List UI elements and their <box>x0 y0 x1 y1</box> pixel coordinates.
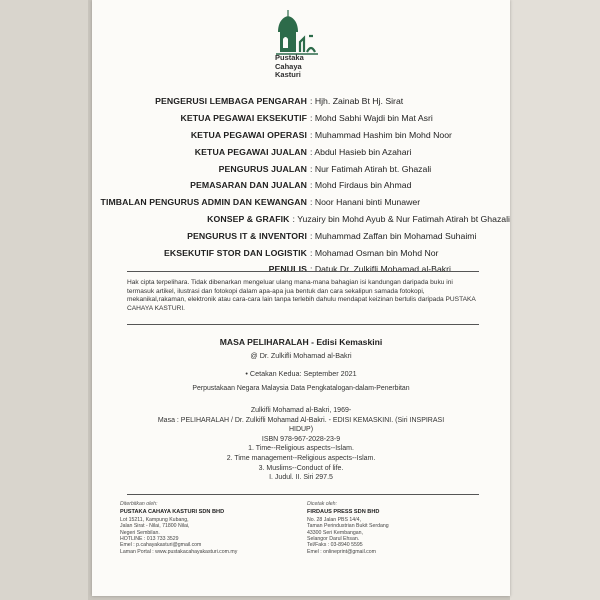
credit-row <box>92 194 510 211</box>
credit-name: : Mohd Firdaus bin Ahmad <box>310 180 412 191</box>
catalog-line: I. Judul. II. Siri 297.5 <box>269 474 333 482</box>
credit-name: : Noor Hanani binti Munawer <box>310 197 421 208</box>
staff-credits <box>92 93 510 278</box>
credit-row <box>92 227 510 244</box>
publisher-company: PUSTAKA CAHAYA KASTURI SDN BHD <box>120 509 225 516</box>
credit-row <box>92 160 510 177</box>
credit-row <box>92 261 510 278</box>
divider <box>127 494 479 495</box>
catalog-line: 3. Muslims--Conduct of life. <box>258 464 344 472</box>
catalog-line: Zulkifli Mohamad al-Bakri, 1969- <box>250 407 352 414</box>
publisher-hotline: HOTLINE : 013 733 3529 <box>120 536 179 543</box>
credit-row <box>92 211 510 228</box>
credit-role: EKSEKUTIF STOR DAN LOGISTIK <box>164 247 307 258</box>
credit-name: : Abdul Hasieb bin Azahari <box>310 146 412 157</box>
publisher-label: Diterbitkan oleh: <box>120 501 158 507</box>
credit-row <box>92 143 510 160</box>
publisher-email: Emel : p.cahayakasturi@gmail.com <box>120 542 202 549</box>
catalog-line: 1. Time--Religious aspects--Islam. <box>248 445 354 453</box>
credit-role: PENULIS <box>268 264 307 275</box>
catalog-line: HIDUP) <box>288 426 314 434</box>
credit-name: : Muhammad Hashim bin Mohd Noor <box>310 129 452 140</box>
publisher-address-line: Lot 15211, Kampung Kubang, <box>120 516 189 523</box>
wordmark-line: Kasturi <box>275 70 301 79</box>
printer-phone: Tel/Faks : 03-8940 5595 <box>307 542 363 549</box>
publisher-info <box>120 501 300 555</box>
credit-role: KETUA PEGAWAI EKSEKUTIF <box>180 113 307 124</box>
copyright-page <box>92 0 510 596</box>
catalog-line: ISBN 978-967-2028-23-9 <box>261 435 341 443</box>
credit-name: : Hjh. Zainab Bt Hj. Sirat <box>310 96 404 107</box>
copyright-notice: Hak cipta terpelihara. Tidak dibenarkan mengeluar ulang mana-mana bahagian isi kandungan daripada buku ini termasuk artikel, ilustrasi dan fotokopi dalam apa-apa jua bentuk dan cara sekalipun samada fotokopi, mekanikal,rakaman, elektronik atau cara-cara lain tanpa terlebih dahulu mendapat keizinan bertulis daripada PUSTAKA CAHAYA KASTURI. <box>127 279 476 313</box>
publisher-wordmark <box>275 54 327 80</box>
printer-address-line: Selangor Darul Ehsan. <box>307 536 360 543</box>
publisher-address-line: Negeri Sembilan. <box>120 529 160 536</box>
credit-name: : Mohamad Osman bin Mohd Nor <box>310 247 439 258</box>
credit-row <box>92 93 510 110</box>
wordmark-line: Cahaya <box>275 61 302 71</box>
credit-row <box>92 127 510 144</box>
publisher-portal: Laman Portal : www.pustakacahayakasturi.com.my <box>120 548 238 555</box>
cataloging-header: Perpustakaan Negara Malaysia Data Pengkatalogan-dalam-Penerbitan <box>192 385 410 392</box>
credit-name: : Nur Fatimah Atirah bt. Ghazali <box>310 163 432 174</box>
wordmark-line: Pustaka <box>275 53 304 62</box>
credit-row <box>92 110 510 127</box>
credit-name: : Muhammad Zaffan bin Mohamad Suhaimi <box>310 230 477 241</box>
background-edge <box>510 0 600 600</box>
printer-info <box>307 501 487 555</box>
author-line: @ Dr. Zulkifli Mohamad al-Bakri <box>250 351 352 360</box>
credit-name: : Yuzairy bin Mohd Ayub & Nur Fatimah Atirah bt Ghazali <box>292 213 510 224</box>
printer-address-line: No. 28 Jalan PBS 14/4, <box>307 516 361 523</box>
credit-role: KETUA PEGAWAI OPERASI <box>190 129 307 140</box>
credit-role: KETUA PEGAWAI JUALAN <box>194 146 307 157</box>
credit-name: : Mohd Sabhi Wajdi bin Mat Asri <box>310 113 433 124</box>
credit-role: PENGERUSI LEMBAGA PENGARAH <box>155 96 307 107</box>
credit-role: PEMASARAN DAN JUALAN <box>190 180 307 191</box>
printer-company: FIRDAUS PRESS SDN BHD <box>307 509 380 516</box>
divider <box>127 324 479 325</box>
publisher-address-line: Jalan Sirat - Nilai, 71800 Nilai, <box>120 523 190 530</box>
catalog-line: 2. Time management--Religious aspects--Islam. <box>226 454 376 462</box>
catalog-entry <box>92 406 510 483</box>
printer-label: Dicetak oleh: <box>307 501 337 507</box>
printer-address-line: Taman Perindustrian Bukit Serdang <box>307 523 389 530</box>
credit-name: : Datuk Dr. Zulkifli Mohamad al-Bakri <box>310 264 451 275</box>
printer-address-line: 43300 Seri Kembangan, <box>307 529 363 536</box>
book-title: MASA PELIHARALAH - Edisi Kemaskini <box>219 337 383 347</box>
credit-role: KONSEP & GRAFIK <box>207 213 290 224</box>
edition-line: • Cetakan Kedua: September 2021 <box>245 369 357 378</box>
credit-row <box>92 244 510 261</box>
credit-role: TIMBALAN PENGURUS ADMIN DAN KEWANGAN <box>100 197 307 208</box>
credit-role: PENGURUS IT & INVENTORI <box>187 230 307 241</box>
credit-row <box>92 177 510 194</box>
catalog-line: Masa : PELIHARALAH / Dr. Zulkifli Mohamad Al-Bakri. - EDISI KEMASKINI. (Siri INSPIRASI <box>157 416 445 424</box>
printer-email: Emel : onlineprint@gmail.com <box>307 548 376 555</box>
credit-role: PENGURUS JUALAN <box>218 163 307 174</box>
divider <box>127 271 479 272</box>
